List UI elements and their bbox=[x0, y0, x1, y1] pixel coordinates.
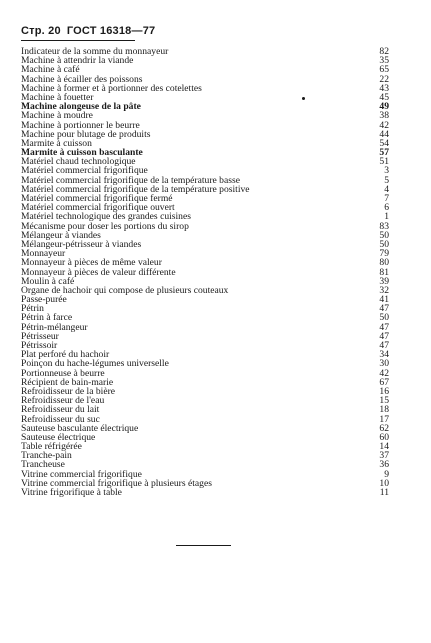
index-page-number: 10 bbox=[379, 477, 389, 489]
index-term: Machine à moudre bbox=[21, 110, 93, 122]
index-page-number: 62 bbox=[379, 422, 389, 434]
header-rule bbox=[21, 40, 135, 41]
index-term: Mélangeur à viandes bbox=[21, 229, 101, 241]
index-entry bbox=[21, 295, 389, 304]
index-page-number: 4 bbox=[384, 183, 389, 195]
index-term: Vitrine commercial frigorifique bbox=[21, 468, 142, 480]
index-term: Tranche-pain bbox=[21, 450, 72, 462]
index-page-number: 32 bbox=[379, 284, 389, 296]
index-page-number: 67 bbox=[379, 376, 389, 388]
index-term: Sauteuse basculante électrique bbox=[21, 422, 139, 434]
index-term: Machine à portionner le beurre bbox=[21, 119, 140, 131]
ink-mark bbox=[302, 97, 305, 100]
index-page-number: 57 bbox=[379, 147, 389, 159]
index-term: Machine pour blutage de produits bbox=[21, 128, 151, 140]
page-number-label: Стр. 20 bbox=[21, 25, 61, 37]
index-page-number: 30 bbox=[379, 358, 389, 370]
index-page-number: 6 bbox=[384, 202, 389, 214]
index-page-number: 42 bbox=[379, 119, 389, 131]
index-term: Moulin à café bbox=[21, 275, 75, 287]
index-page-number: 80 bbox=[379, 257, 389, 269]
index-entry bbox=[21, 268, 389, 277]
index-term: Machine à attendrir la viande bbox=[21, 55, 134, 67]
index-term: Pétrin bbox=[21, 303, 44, 315]
index-term: Pétrin-mélangeur bbox=[21, 321, 88, 333]
index-page-number: 16 bbox=[379, 385, 389, 397]
index-page-number: 7 bbox=[384, 193, 389, 204]
index-term: Refroidisseur de la bière bbox=[21, 385, 116, 397]
index-page-number: 65 bbox=[379, 64, 389, 76]
index-term: Refroidisseur du suc bbox=[21, 413, 100, 425]
index-term: Monnayeur à pièces de valeur différente bbox=[21, 266, 176, 278]
index-page-number: 51 bbox=[379, 156, 389, 168]
index-entry bbox=[21, 442, 389, 451]
index-term: Machine à écailler des poissons bbox=[21, 73, 143, 85]
index-term: Machine à former et à portionner des cotelettes bbox=[21, 82, 202, 94]
footer-rule bbox=[176, 545, 231, 546]
index-page-number: 47 bbox=[379, 303, 389, 315]
index-page-number: 47 bbox=[379, 330, 389, 342]
index-page-number: 83 bbox=[379, 220, 389, 232]
index-page-number: 22 bbox=[379, 73, 389, 85]
index-term: Portionneuse à beurre bbox=[21, 367, 105, 379]
index-term: Machine à fouetter bbox=[21, 91, 94, 103]
index-term: Vitrine frigorifique à table bbox=[21, 487, 122, 498]
index-page-number: 47 bbox=[379, 321, 389, 333]
index-term: Pétrin à farce bbox=[21, 312, 73, 324]
index-page-number: 36 bbox=[379, 459, 389, 471]
index-page-number: 81 bbox=[379, 266, 389, 278]
index-page-number: 9 bbox=[384, 468, 389, 480]
index-page-number: 41 bbox=[379, 294, 389, 306]
index-term: Plat perforé du hachoir bbox=[21, 349, 110, 361]
index-term: Matériel commercial frigorifique bbox=[21, 165, 148, 177]
index-term: Refroidisseur du lait bbox=[21, 404, 100, 416]
index-page-number: 50 bbox=[379, 229, 389, 241]
index-term: Matériel commercial frigorifique fermé bbox=[21, 193, 173, 204]
standard-code: ГОСТ 16318—77 bbox=[66, 25, 156, 37]
index-page-number: 37 bbox=[379, 450, 389, 462]
index-entry bbox=[21, 240, 389, 249]
index-page-number: 82 bbox=[379, 46, 389, 57]
index-entry bbox=[21, 451, 389, 460]
index-term: Monnayeur bbox=[21, 248, 66, 260]
index-term: Organe de hachoir qui compose de plusieurs couteaux bbox=[21, 284, 229, 296]
index-term: Pétrissoir bbox=[21, 340, 58, 351]
index-page-number: 17 bbox=[379, 413, 389, 425]
index-term: Poinçon du hache-légumes universelle bbox=[21, 358, 169, 370]
index-entry bbox=[21, 332, 389, 341]
index-page-number: 42 bbox=[379, 367, 389, 379]
index-term: Matériel commercial frigorifique de la température positive bbox=[21, 183, 250, 195]
index-term: Monnayeur à pièces de même valeur bbox=[21, 257, 162, 269]
index-page-number: 47 bbox=[379, 340, 389, 351]
index-page-number: 54 bbox=[379, 137, 389, 149]
index-term: Matériel commercial frigorifique ouvert bbox=[21, 202, 175, 214]
index-page-number: 49 bbox=[379, 101, 389, 113]
index-page-number: 15 bbox=[379, 395, 389, 407]
index-term: Mécanisme pour doser les portions du sirop bbox=[21, 220, 189, 232]
index-term: Mélangeur-pétrisseur à viandes bbox=[21, 238, 142, 250]
index-term: Marmite à cuisson basculante bbox=[21, 147, 143, 159]
index-page-number: 3 bbox=[384, 165, 389, 177]
index-page-number: 79 bbox=[379, 248, 389, 260]
index-term: Matériel technologique des grandes cuisines bbox=[21, 211, 191, 223]
index-page-number: 50 bbox=[379, 238, 389, 250]
index-page-number: 43 bbox=[379, 82, 389, 94]
index-page-number: 50 bbox=[379, 312, 389, 324]
index-term: Récipient de bain-marie bbox=[21, 376, 114, 388]
index-page-number: 18 bbox=[379, 404, 389, 416]
index-entry bbox=[21, 286, 389, 295]
index-term: Sauteuse électrique bbox=[21, 431, 96, 443]
index-term: Matériel chaud technologique bbox=[21, 156, 136, 168]
index-entry bbox=[21, 304, 389, 313]
page-header bbox=[21, 25, 155, 37]
index-entry bbox=[21, 488, 389, 497]
index-term: Marmite à cuisson bbox=[21, 137, 92, 149]
index-page-number: 11 bbox=[379, 487, 389, 498]
index-page-number: 45 bbox=[379, 91, 389, 103]
index-page-number: 1 bbox=[384, 211, 389, 223]
index-page-number: 35 bbox=[379, 55, 389, 67]
term-index bbox=[21, 47, 389, 497]
index-page-number: 38 bbox=[379, 110, 389, 122]
index-page-number: 5 bbox=[384, 174, 389, 186]
index-term: Trancheuse bbox=[21, 459, 65, 471]
index-page-number: 60 bbox=[379, 431, 389, 443]
index-term: Matériel commercial frigorifique de la température basse bbox=[21, 174, 240, 186]
index-page-number: 44 bbox=[379, 128, 389, 140]
index-term: Machine alongeuse de la pâte bbox=[21, 101, 141, 113]
index-term: Passe-purée bbox=[21, 294, 67, 306]
index-term: Vitrine commercial frigorifique à plusieurs étages bbox=[21, 477, 212, 489]
index-term: Machine à café bbox=[21, 64, 80, 76]
index-page-number: 39 bbox=[379, 275, 389, 287]
index-page-number: 34 bbox=[379, 349, 389, 361]
index-term: Pétrisseur bbox=[21, 330, 59, 342]
index-term: Table réfrigérée bbox=[21, 441, 82, 453]
index-entry bbox=[21, 323, 389, 332]
index-term: Indicateur de la somme du monnayeur bbox=[21, 46, 169, 57]
index-page-number: 14 bbox=[379, 441, 389, 453]
index-term: Refroidisseur de l'eau bbox=[21, 395, 105, 407]
